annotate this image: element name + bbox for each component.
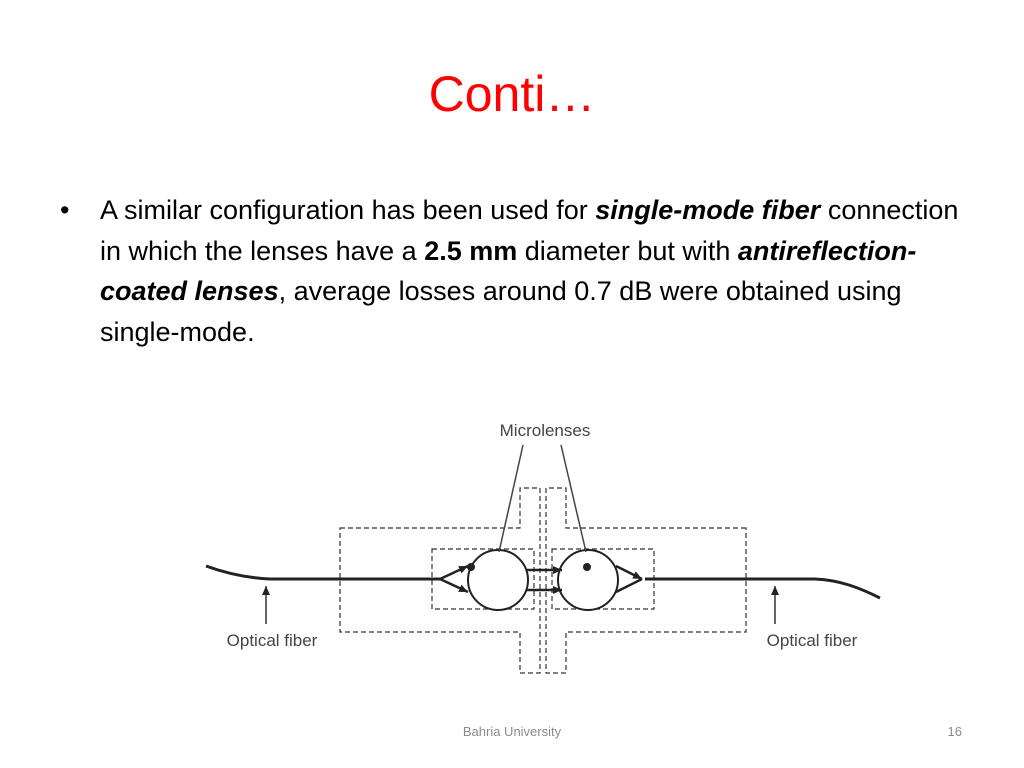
left-optical-fiber: [206, 566, 440, 579]
left-microlens: [468, 550, 528, 610]
bullet-seg-5: antireflection-coated lenses: [100, 235, 917, 306]
bullet-seg-2: connection in which the lenses have a: [100, 195, 959, 266]
bullet-seg-1: single-mode fiber: [595, 195, 821, 225]
footer-page-number: 16: [947, 724, 962, 739]
microlens-leaders: [499, 445, 586, 552]
footer-organization: Bahria University: [462, 724, 562, 739]
bullet-seg-0: A similar configuration has been used for: [100, 195, 596, 225]
right-fiber-label: Optical fiber: [766, 631, 858, 650]
bullet-seg-6: , average losses around 0.7 dB were obtained using single-mode.: [100, 276, 902, 347]
microlenses-label: Microlenses: [499, 421, 591, 440]
bullet-seg-3: 2.5 mm: [424, 235, 518, 266]
bullet-marker: •: [60, 195, 70, 225]
right-lens-center-dot: [583, 563, 591, 571]
slide-title: Conti…: [428, 66, 596, 122]
left-fiber-label: Optical fiber: [226, 631, 318, 650]
right-optical-fiber: [645, 579, 880, 598]
bullet-seg-4: diameter but with: [517, 235, 738, 266]
right-microlens: [558, 550, 618, 610]
